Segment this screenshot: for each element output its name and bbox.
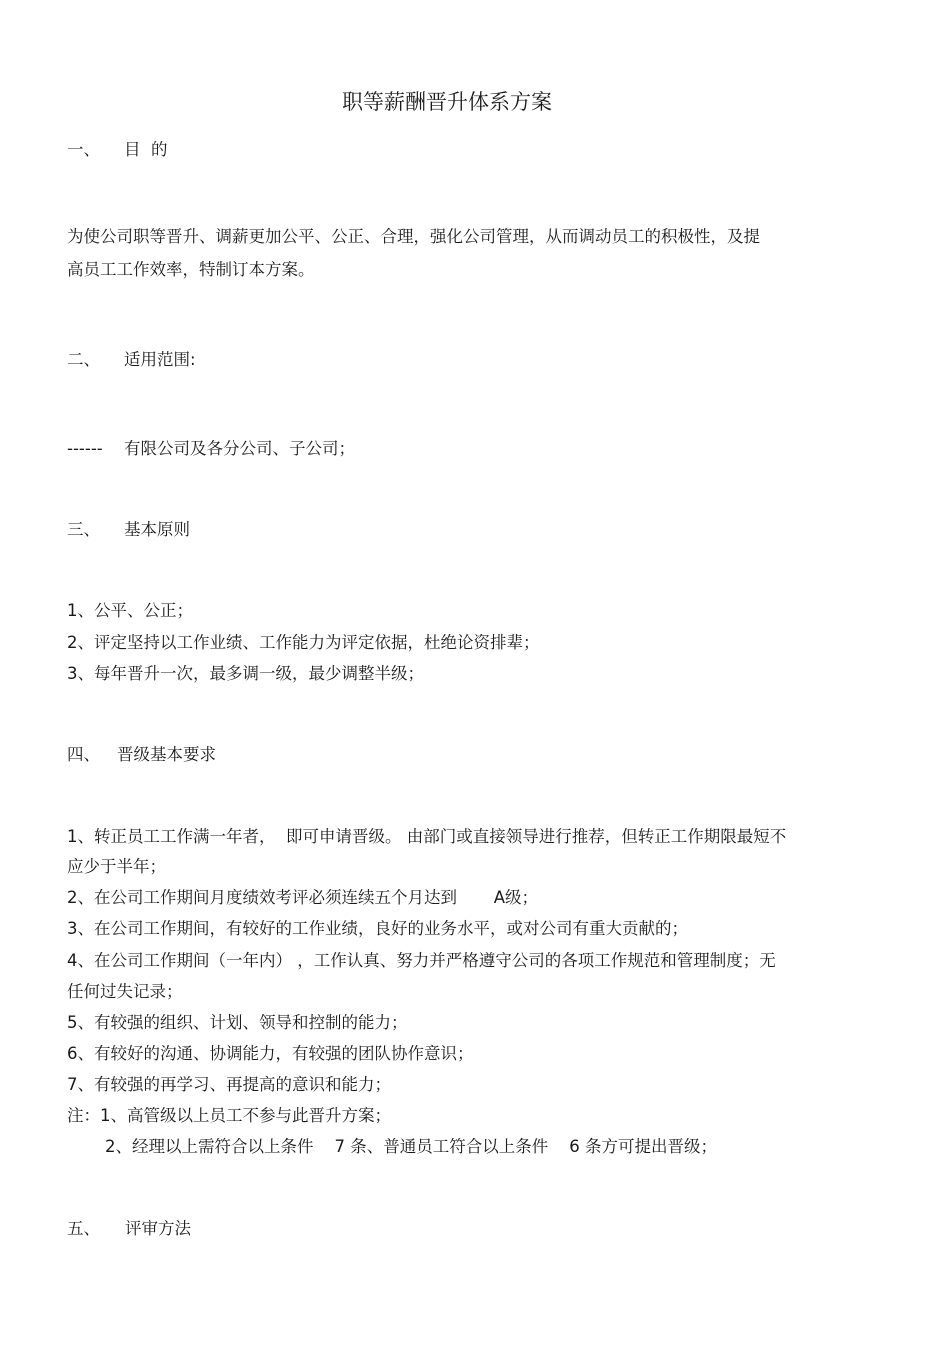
section-1-paragraph-line-2: 高员工工作效率，特制订本方案。 <box>67 260 315 279</box>
requirement-item-5: 5、有较强的组织、计划、领导和控制的能力； <box>67 1013 408 1032</box>
note-line-1: 注：1、高管级以上员工不参与此晋升方案； <box>67 1106 391 1125</box>
requirement-item-1-line-2: 应少于半年； <box>67 857 166 876</box>
section-2-scope-text: 有限公司及各分公司、子公司； <box>124 439 355 458</box>
section-2-scope-dash: ------ <box>67 439 103 458</box>
section-1-number: 一、 <box>67 140 100 159</box>
section-1-heading: 目 的 <box>124 140 168 159</box>
section-2-number: 二、 <box>67 350 100 369</box>
section-2-heading: 适用范围: <box>124 350 196 369</box>
principle-item-3: 3、每年晋升一次，最多调一级，最少调整半级； <box>67 664 424 683</box>
principle-item-1: 1、公平、公正； <box>67 601 193 620</box>
section-1-paragraph-line-1: 为使公司职等晋升、调薪更加公平、公正、合理，强化公司管理，从而调动员工的积极性，及提 <box>67 227 760 246</box>
requirement-item-6: 6、有较好的沟通、协调能力，有较强的团队协作意识； <box>67 1044 474 1063</box>
requirement-item-2: 2、在公司工作期间月度绩效考评必须连续五个月达到 A级； <box>67 888 538 907</box>
note-line-2: 2、经理以上需符合以上条件 7 条、普通员工符合以上条件 6 条方可提出晋级； <box>105 1137 717 1156</box>
document-title: 职等薪酬晋升体系方案 <box>342 90 552 114</box>
principle-item-2: 2、评定坚持以工作业绩、工作能力为评定依据，杜绝论资排辈； <box>67 633 540 652</box>
requirement-item-1-line-1: 1、转正员工工作满一年者， 即可申请晋级。 由部门或直接领导进行推荐，但转正工作期限最短不 <box>67 827 787 846</box>
section-3-number: 三、 <box>67 520 100 539</box>
requirement-item-3: 3、在公司工作期间，有较好的工作业绩，良好的业务水平，或对公司有重大贡献的； <box>67 919 688 938</box>
section-4-number: 四、 <box>67 745 100 764</box>
section-4-heading: 晋级基本要求 <box>117 745 216 764</box>
requirement-item-7: 7、有较强的再学习、再提高的意识和能力； <box>67 1075 391 1094</box>
section-5-heading: 评审方法 <box>125 1219 191 1238</box>
requirement-item-4-line-1: 4、在公司工作期间（一年内） ，工作认真、努力并严格遵守公司的各项工作规范和管理制度；无 <box>67 951 776 970</box>
section-3-heading: 基本原则 <box>124 520 190 539</box>
requirement-item-4-line-2: 任何过失记录； <box>67 982 183 1001</box>
section-5-number: 五、 <box>67 1219 100 1238</box>
